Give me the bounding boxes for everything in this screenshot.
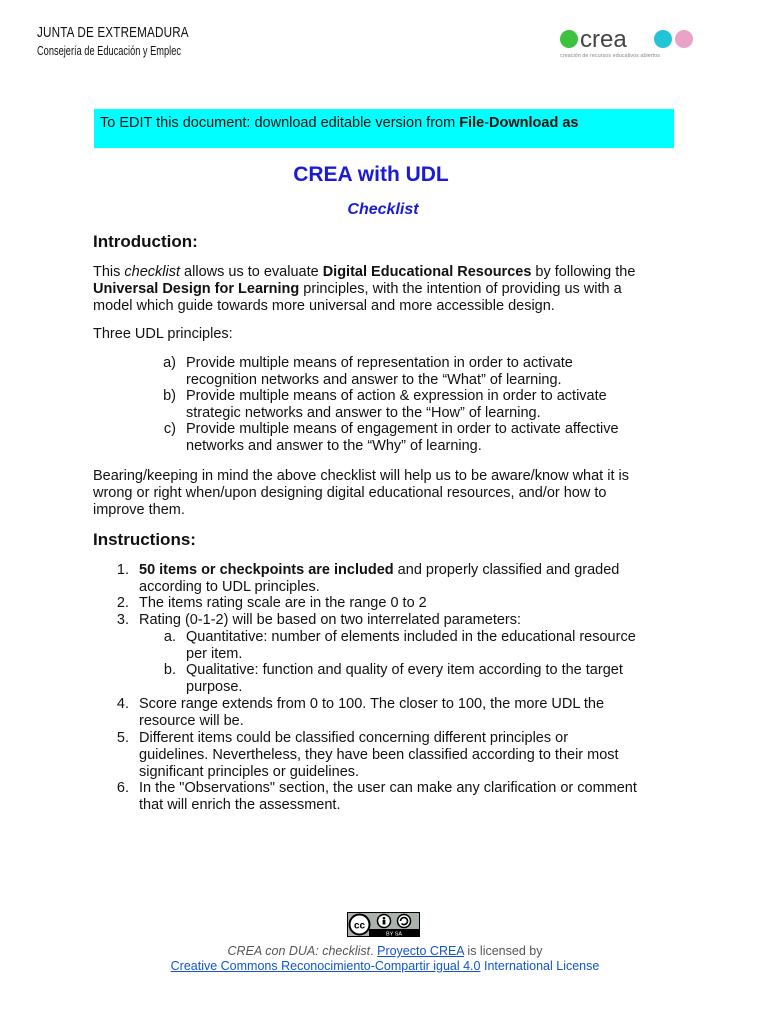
list-text: Qualitative: function and quality of every item according to the target	[186, 662, 623, 678]
list-text: significant principles or guidelines.	[139, 764, 360, 780]
intro-text: allows us to evaluate	[180, 264, 323, 280]
list-text: In the "Observations" section, the user can make any clarification or comment	[139, 780, 637, 796]
crea-logo	[558, 27, 698, 59]
intro-text: model which guide towards more universal and more accessible design.	[93, 298, 555, 314]
list-text: purpose.	[186, 679, 243, 695]
list-marker: 1.	[116, 562, 129, 578]
banner-download-as: Download as	[489, 115, 579, 131]
svg-text:cc: cc	[353, 920, 366, 932]
license-suffix: International License	[480, 959, 600, 973]
list-marker: 3.	[116, 612, 129, 628]
license-footer	[0, 944, 768, 974]
bearing-paragraph	[93, 468, 683, 519]
paragraph-line: wrong or right when/upon designing digital educational resources, and/or how to	[93, 485, 607, 501]
list-text: Quantitative: number of elements included in the educational resource	[186, 629, 636, 645]
list-marker: a)	[163, 355, 176, 371]
list-text: and properly classified and graded	[393, 562, 620, 578]
junta-logo	[37, 24, 232, 60]
paragraph-line: improve them.	[93, 502, 185, 518]
logo-pink-dot	[675, 30, 693, 48]
paragraph-line: Bearing/keeping in mind the above checklist will help us to be aware/know what it is	[93, 468, 629, 484]
list-text-bold: 50 items or checkpoints are included	[139, 562, 394, 578]
list-marker: 2.	[116, 595, 129, 611]
list-text: guidelines. Nevertheless, they have been classified according to their most	[139, 747, 619, 763]
list-marker: 6.	[116, 780, 129, 796]
list-text: networks and answer to the “Why” of learning.	[186, 438, 482, 454]
intro-udl: Universal Design for Learning	[93, 281, 300, 297]
list-marker: 5.	[116, 730, 129, 746]
crea-logo-text: crea	[580, 27, 627, 53]
work-title: CREA con DUA: checklist	[227, 944, 371, 958]
banner-file: File	[459, 115, 485, 131]
list-text: that will enrich the assessment.	[139, 797, 341, 813]
logo-teal-dot	[654, 30, 672, 48]
page-title: CREA with UDL	[293, 163, 449, 186]
footer-dot: .	[370, 944, 378, 958]
edit-banner	[94, 109, 674, 148]
list-text: Score range extends from 0 to 100. The closer to 100, the more UDL the	[139, 696, 605, 712]
list-text: The items rating scale are in the range 0 to 2	[139, 595, 427, 611]
introduction-heading: Introduction:	[93, 232, 198, 251]
list-text: strategic networks and answer to the “How” of learning.	[186, 405, 541, 421]
banner-text: To EDIT this document: download editable version from	[100, 115, 460, 131]
junta-subtitle: Consejería de Educación y Emplec	[37, 44, 181, 58]
list-text: according to UDL principles.	[139, 579, 320, 595]
cc-badge-text: BY SA	[385, 931, 403, 937]
intro-text: This	[93, 264, 125, 280]
cc-by-sa-icon[interactable]	[347, 912, 420, 937]
intro-der: Digital Educational Resources	[322, 264, 532, 280]
list-marker: a.	[163, 629, 176, 645]
intro-checklist: checklist	[124, 264, 181, 280]
list-text: Different items could be classified concerning different principles or	[139, 730, 569, 746]
list-marker: c)	[163, 421, 176, 437]
junta-title: JUNTA DE EXTREMADURA	[37, 24, 189, 41]
list-text: Rating (0-1-2) will be based on two interrelated parameters:	[139, 612, 522, 628]
list-marker: 4.	[116, 696, 129, 712]
page-subtitle: Checklist	[347, 201, 419, 218]
list-text: Provide multiple means of representation in order to activate	[186, 355, 573, 371]
list-text: Provide multiple means of action & expression in order to activate	[186, 388, 607, 404]
principles-intro: Three UDL principles:	[93, 326, 233, 342]
list-marker: b)	[163, 388, 176, 404]
licensed-by-text: is licensed by	[463, 944, 543, 958]
intro-text: principles, with the intention of providing us with a	[299, 281, 622, 297]
list-text: Provide multiple means of engagement in order to activate affective	[186, 421, 619, 437]
intro-paragraph	[93, 264, 683, 315]
crea-logo-tagline: creación de recursos educativos abiertos	[560, 53, 660, 59]
logo-green-dot	[560, 30, 578, 48]
instructions-heading: Instructions:	[93, 530, 196, 549]
list-marker: b.	[163, 662, 176, 678]
list-text: per item.	[186, 646, 243, 662]
proyecto-crea-link[interactable]: Proyecto CREA	[377, 944, 464, 958]
list-text: resource will be.	[139, 713, 244, 729]
list-text: recognition networks and answer to the “What” of learning.	[186, 372, 562, 388]
intro-text: by following the	[531, 264, 636, 280]
banner-dash: -	[484, 115, 490, 131]
license-link[interactable]: Creative Commons Reconocimiento-Compartir igual 4.0	[170, 959, 481, 973]
